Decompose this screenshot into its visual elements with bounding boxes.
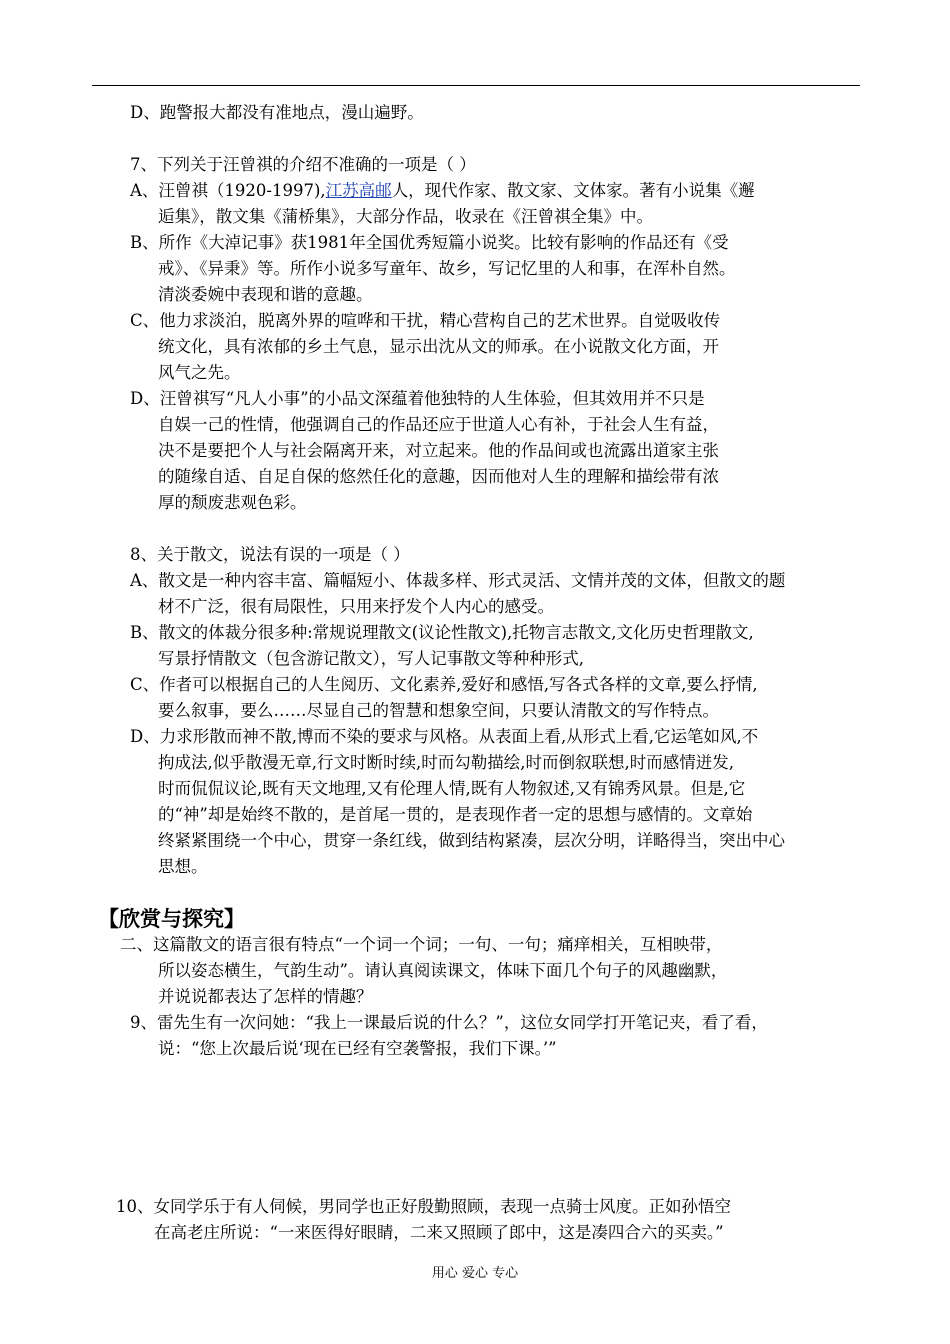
- question-9-line: 说：“您上次最后说‘现在已经有空袭警报，我们下课。’”: [158, 1039, 557, 1058]
- section-heading: 【欣赏与探究】: [98, 907, 245, 931]
- question-10-line: 10、女同学乐于有人伺候，男同学也正好殷勤照顾，表现一点骑士风度。正如孙悟空: [116, 1197, 731, 1216]
- page-footer: 用心 爱心 专心: [431, 1266, 519, 1281]
- option-d-prev: D、跑警报大都没有准地点，漫山遍野。: [130, 103, 424, 122]
- q8-option-a-line: 材不广泛，很有局限性，只用来抒发个人内心的感受。: [158, 597, 554, 616]
- q7-option-a-line1: [130, 180, 755, 202]
- question-7-stem: 7、下列关于汪曾祺的介绍不准确的一项是（ ）: [130, 155, 476, 174]
- q7-option-b-line: B、所作《大淖记事》获1981年全国优秀短篇小说奖。比较有影响的作品还有《受: [130, 233, 729, 252]
- q7-option-d-line: D、汪曾祺写“凡人小事”的小品文深蕴着他独特的人生体验，但其效用并不只是: [130, 389, 705, 408]
- jiangsu-gaoyou-link[interactable]: 江苏高邮: [325, 181, 392, 200]
- q7-option-d-line: 的随缘自适、自足自保的悠然任化的意趣，因而他对人生的理解和描绘带有浓: [158, 467, 719, 486]
- question-8-stem: 8、关于散文，说法有误的一项是（ ）: [130, 545, 410, 564]
- q7-option-b-line: 清淡委婉中表现和谐的意趣。: [158, 285, 373, 304]
- q7-option-c-line: 统文化，具有浓郁的乡土气息，显示出沈从文的师承。在小说散文化方面，开: [158, 337, 719, 356]
- q8-option-d-line: 思想。: [158, 857, 208, 876]
- q7-option-d-line: 自娱一己的性情，他强调自己的作品还应于世道人心有补，于社会人生有益，: [158, 415, 719, 434]
- q8-option-b-line: 写景抒情散文（包含游记散文），写人记事散文等种种形式,: [158, 649, 584, 668]
- q7-option-c-line: C、他力求淡泊，脱离外界的喧哗和干扰，精心营构自己的艺术世界。自觉吸收传: [130, 311, 721, 330]
- q8-option-c-line: 要么叙事，要么……尽显自己的智慧和想象空间，只要认清散文的写作特点。: [158, 701, 719, 720]
- q8-option-c-line: C、作者可以根据自己的人生阅历、文化素养,爱好和感悟,写各式各样的文章,要么抒情,: [130, 675, 758, 694]
- question-10-line: 在高老庄所说：“一来医得好眼睛，二来又照顾了郎中，这是凑四合六的买卖。”: [154, 1223, 724, 1242]
- part-2-intro-cont: 所以姿态横生，气韵生动”。请认真阅读课文，体味下面几个句子的风趣幽默，: [158, 961, 728, 980]
- q7-option-a-text: A、汪曾祺（1920-1997),: [130, 181, 326, 200]
- question-9-line: 9、雷先生有一次问她：“我上一课最后说的什么？”，这位女同学打开笔记夹，看了看，: [130, 1013, 768, 1032]
- q8-option-d-line: 拘成法,似乎散漫无章,行文时断时续,时而勾勒描绘,时而倒叙联想,时而感情迸发,: [158, 753, 734, 772]
- q8-option-a-line: A、散文是一种内容丰富、篇幅短小、体裁多样、形式灵活、文情并茂的文体，但散文的题: [130, 571, 786, 590]
- q7-option-d-line: 决不是要把个人与社会隔离开来，对立起来。他的作品间或也流露出道家主张: [158, 441, 719, 460]
- header-rule: [92, 85, 860, 86]
- q7-option-b-line: 戒》、《异秉》等。所作小说多写童年、故乡，写记忆里的人和事，在浑朴自然。: [158, 259, 736, 278]
- q7-option-a-text-cont: 人，现代作家、散文家、文体家。著有小说集《邂: [391, 181, 755, 200]
- q7-option-a-line2: 逅集》，散文集《蒲桥集》，大部分作品，收录在《汪曾祺全集》中。: [158, 207, 653, 226]
- q8-option-d-line: D、力求形散而神不散,博而不染的要求与风格。从表面上看,从形式上看,它运笔如风,不: [130, 727, 759, 746]
- q7-option-d-line: 厚的颓废悲观色彩。: [158, 493, 307, 512]
- q8-option-d-line: 终紧紧围绕一个中心，贯穿一条红线，做到结构紧凑，层次分明，详略得当，突出中心: [158, 831, 785, 850]
- q8-option-d-line: 时而侃侃议论,既有天文地理,又有伦理人情,既有人物叙述,又有锦秀风景。但是,它: [158, 779, 746, 798]
- part-2-intro-cont: 并说说都表达了怎样的情趣？: [158, 987, 373, 1006]
- part-2-intro: 二、这篇散文的语言很有特点“一个词一个词；一句、一句；痛痒相关，互相映带，: [120, 935, 723, 954]
- q7-option-c-line: 风气之先。: [158, 363, 241, 382]
- q8-option-b-line: B、散文的体裁分很多种:常规说理散文(议论性散文),托物言志散文,文化历史哲理散文,: [130, 623, 754, 642]
- q8-option-d-line: 的“神”却是始终不散的，是首尾一贯的，是表现作者一定的思想与感情的。文章始: [158, 805, 753, 824]
